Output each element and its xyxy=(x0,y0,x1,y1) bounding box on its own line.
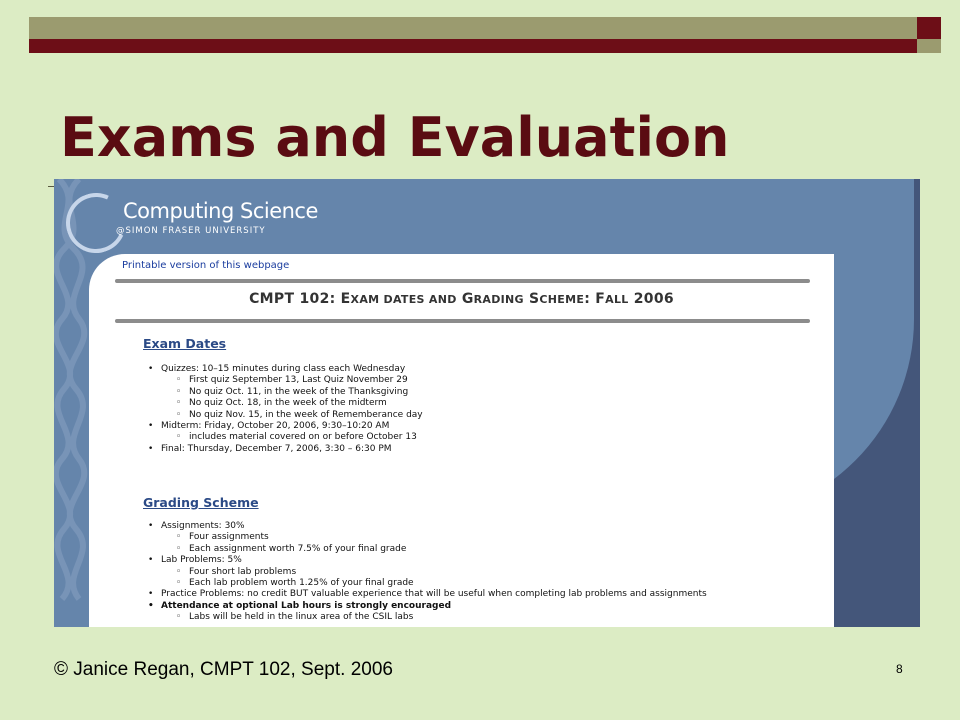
grading-scheme-list xyxy=(143,521,707,624)
list-item: ◦ Four short lab problems xyxy=(143,567,707,578)
list-item: • Final: Thursday, December 7, 2006, 3:30 – 6:30 PM xyxy=(143,444,423,455)
list-item: ◦ Each lab problem worth 1.25% of your final grade xyxy=(143,578,707,589)
list-item: ◦ No quiz Oct. 18, in the week of the midterm xyxy=(143,398,423,409)
top-bar-dark-red xyxy=(29,39,917,53)
list-item: ◦ Labs will be held in the linux area of the CSIL labs xyxy=(143,612,707,623)
corner-block-olive xyxy=(917,39,941,53)
list-item: ◦ Each assignment worth 7.5% of your final grade xyxy=(143,544,707,555)
list-item: ◦ First quiz September 13, Last Quiz November 29 xyxy=(143,375,423,386)
webpage-screenshot xyxy=(54,179,920,627)
page-content xyxy=(89,254,834,627)
list-item: • Lab Problems: 5% xyxy=(143,555,707,566)
site-logo-subtitle: @SIMON FRASER UNIVERSITY xyxy=(116,226,266,236)
list-item: • Attendance at optional Lab hours is strongly encouraged xyxy=(143,601,707,612)
list-item: ◦ includes material covered on or before October 13 xyxy=(143,432,423,443)
heading-rule-bottom xyxy=(115,319,810,323)
list-item: ◦ Four assignments xyxy=(143,532,707,543)
list-item: ◦ No quiz Oct. 11, in the week of the Thanksgiving xyxy=(143,387,423,398)
corner-block-red xyxy=(917,17,941,39)
list-item: • Quizzes: 10–15 minutes during class each Wednesday xyxy=(143,364,423,375)
exam-dates-list xyxy=(143,364,423,455)
page-number: 8 xyxy=(896,662,903,676)
section-heading-grading-scheme: Grading Scheme xyxy=(143,495,259,510)
footer-copyright: © Janice Regan, CMPT 102, Sept. 2006 xyxy=(54,659,393,680)
site-logo-text[interactable]: Computing Science xyxy=(123,199,318,223)
list-item: • Assignments: 30% xyxy=(143,521,707,532)
top-bar-olive xyxy=(29,17,917,39)
list-item: • Practice Problems: no credit BUT valuable experience that will be useful when completing lab problems and assignments xyxy=(143,589,707,600)
list-item: ◦ No quiz Nov. 15, in the week of Rememberance day xyxy=(143,410,423,421)
list-item: • Midterm: Friday, October 20, 2006, 9:30–10:20 AM xyxy=(143,421,423,432)
heading-rule-top xyxy=(115,279,810,283)
page-heading: CMPT 102: EXAM DATES AND GRADING SCHEME: FALL 2006 xyxy=(249,291,674,307)
section-heading-exam-dates: Exam Dates xyxy=(143,336,227,351)
slide-title: Exams and Evaluation xyxy=(60,106,730,169)
printable-version-link[interactable]: Printable version of this webpage xyxy=(122,260,290,271)
